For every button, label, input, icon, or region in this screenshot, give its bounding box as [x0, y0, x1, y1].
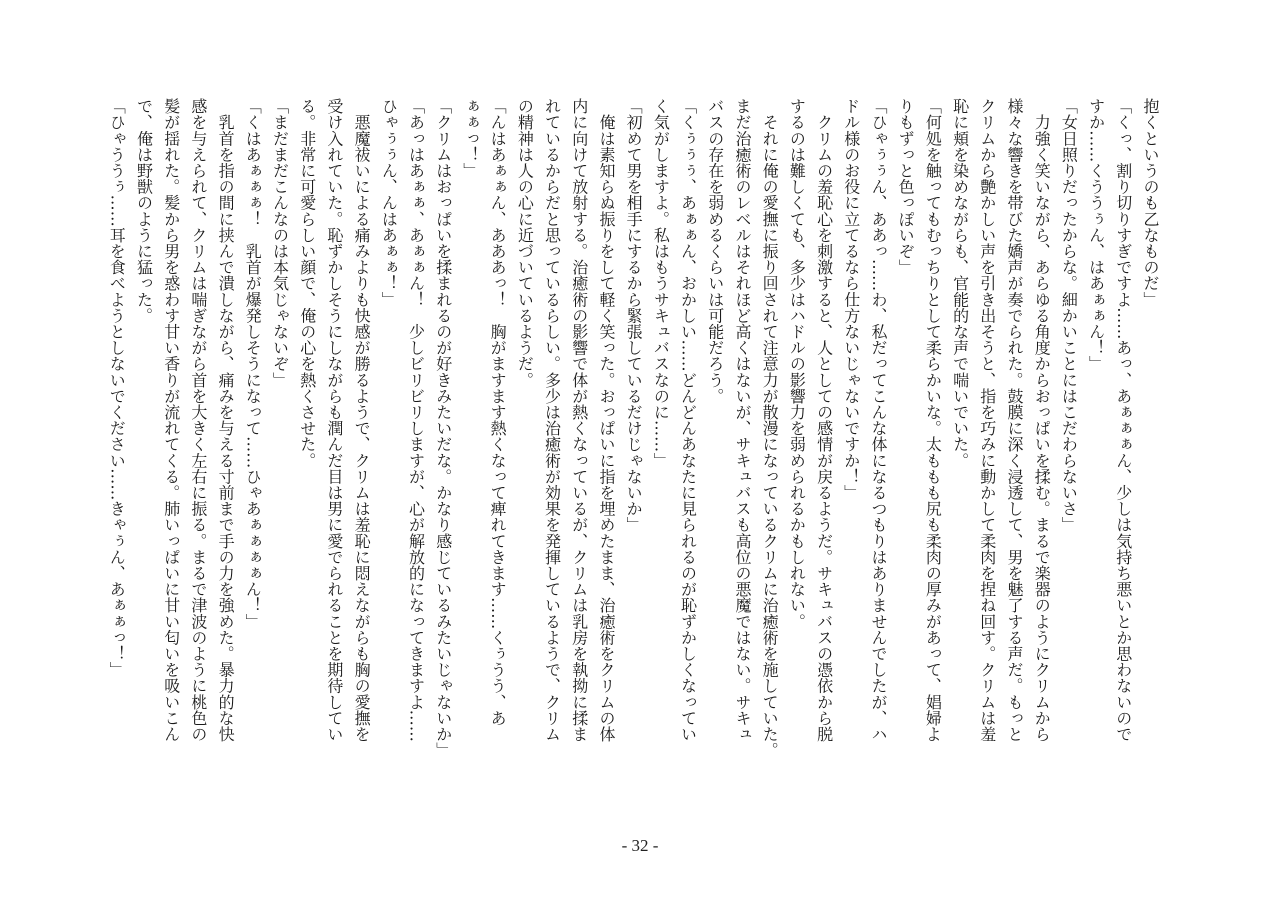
text-line: ひゃぅぅん、んはあぁぁ！」: [379, 98, 399, 308]
text-line: クリムから艶かしい声を引き出そうと、指を巧みに動かして柔肉を捏ね回す。クリムは羞: [977, 98, 997, 742]
text-line: 抱くというのも乙なものだ」: [1141, 98, 1160, 308]
text-line: 「あっはあぁぁ、あぁぁん！ 少しビリビリしますが、心が解放的になってきますよ……: [406, 98, 426, 742]
text-line: 「くっ、割り切りすぎですよ……あっ、あぁぁぁん、少しは気持ち悪いとか思わないので: [1113, 98, 1133, 742]
text-line: 「くぅぅぅ、あぁぁん、おかしい……どんどんあなたに見られるのが恥ずかしくなってい: [678, 98, 698, 742]
text-line: バスの存在を弱めるくらいは可能だろう。: [705, 98, 725, 404]
text-line: 髪が揺れた。髪から男を惑わす甘い香りが流れてくる。肺いっぱいに甘い匂いを吸いこん: [161, 98, 181, 742]
text-line: すか……くううぅん、はあぁぁん！」: [1086, 98, 1106, 372]
text-line: 恥に頬を染めながらも、官能的な声で喘いでいた。: [950, 98, 970, 469]
text-line: まだ治癒術のレベルはそれほど高くはないが、サキュバスも高位の悪魔ではない。サキュ: [732, 98, 752, 742]
text-line: りもずっと色っぽいぞ」: [896, 98, 916, 276]
text-line: 様々な響きを帯びた嬌声が奏でられた。鼓膜に深く浸透して、男を魅了する声だ。もっと: [1004, 98, 1024, 742]
body-text: [103, 98, 1164, 758]
text-line: 「んはあぁぁん、あああっ！ 胸がますます熱くなって痺れてきます……くぅうう、あ: [488, 98, 508, 726]
page-number: - 32 -: [621, 836, 659, 855]
text-line: で、俺は野獣のように猛った。: [134, 98, 154, 324]
text-line: 感を与えられて、クリムは喘ぎながら首を大きく左右に振る。まるで津波のように桃色の: [188, 98, 208, 742]
text-line: 俺は素知らぬ振りをして軽く笑った。おっぱいに指を埋めたまま、治癒術をクリムの体: [596, 98, 616, 742]
text-line: 「クリムはおっぱいを揉まれるのが好きみたいだな。かなり感じているみたいじゃないか」: [433, 98, 453, 759]
text-line: ドル様のお役に立てるなら仕方ないじゃないですか！」: [841, 98, 861, 501]
text-line: 「まだまだこんなのは本気じゃないぞ」: [270, 98, 290, 388]
text-line: それに俺の愛撫に振り回されて注意力が散漫になっているクリムに治癒術を施していた。: [760, 98, 780, 759]
text-line: る。非常に可愛らしい顔で、俺の心を熱くさせた。: [297, 98, 317, 469]
text-line: 「何処を触ってもむっちりとして柔らかいな。太ももも尻も柔肉の厚みがあって、娼婦よ: [923, 98, 943, 742]
text-line: するのは難しくても、多少はハドルの影響力を弱められるかもしれない。: [787, 98, 807, 630]
text-line: れているからだと思っているらしい。多少は治癒術が効果を発揮しているようで、クリム: [542, 98, 562, 742]
text-line: 乳首を指の間に挟んで潰しながら、痛みを与える寸前まで手の力を強めた。暴力的な快: [216, 98, 236, 742]
text-line: 「初めて男を相手にするから緊張しているだけじゃないか」: [624, 98, 644, 533]
text-line: く気がしますよ。私はもうサキュバスなのに……」: [651, 98, 671, 469]
text-line: 内に向けて放射する。治癒術の影響で体が熱くなっているが、クリムは乳房を執拗に揉ま: [569, 98, 589, 742]
text-line: 受け入れていた。恥ずかしそうにしながらも潤んだ目は男に愛でられることを期待してい: [324, 98, 344, 742]
text-line: ぁぁっ！」: [460, 98, 480, 179]
text-line: 「くはあぁぁぁ！ 乳首が爆発しそうになって……ひゃあぁぁぁぁん！」: [243, 98, 263, 630]
text-line: 「女日照りだったからな。細かいことにはこだわらないさ」: [1059, 98, 1079, 533]
text-line: 「ひゃぅぅん、ああっ……わ、私だってこんな体になるつもりはありませんでしたが、ハ: [868, 98, 888, 742]
text-line: 悪魔祓いによる痛みよりも快感が勝るようで、クリムは羞恥に悶えながらも胸の愛撫を: [352, 98, 372, 742]
text-line: クリムの羞恥心を刺激すると、人としての感情が戻るようだ。サキュバスの憑依から脱: [814, 98, 834, 742]
text-line: の精神は人の心に近づいているようだ。: [515, 98, 535, 388]
text-line: 「ひゃううぅ……耳を食べようとしないでください……きゃぅん、あぁぁっ！」: [107, 98, 127, 678]
text-line: 力強く笑いながら、あらゆる角度からおっぱいを揉む。まるで楽器のようにクリムから: [1032, 98, 1052, 742]
